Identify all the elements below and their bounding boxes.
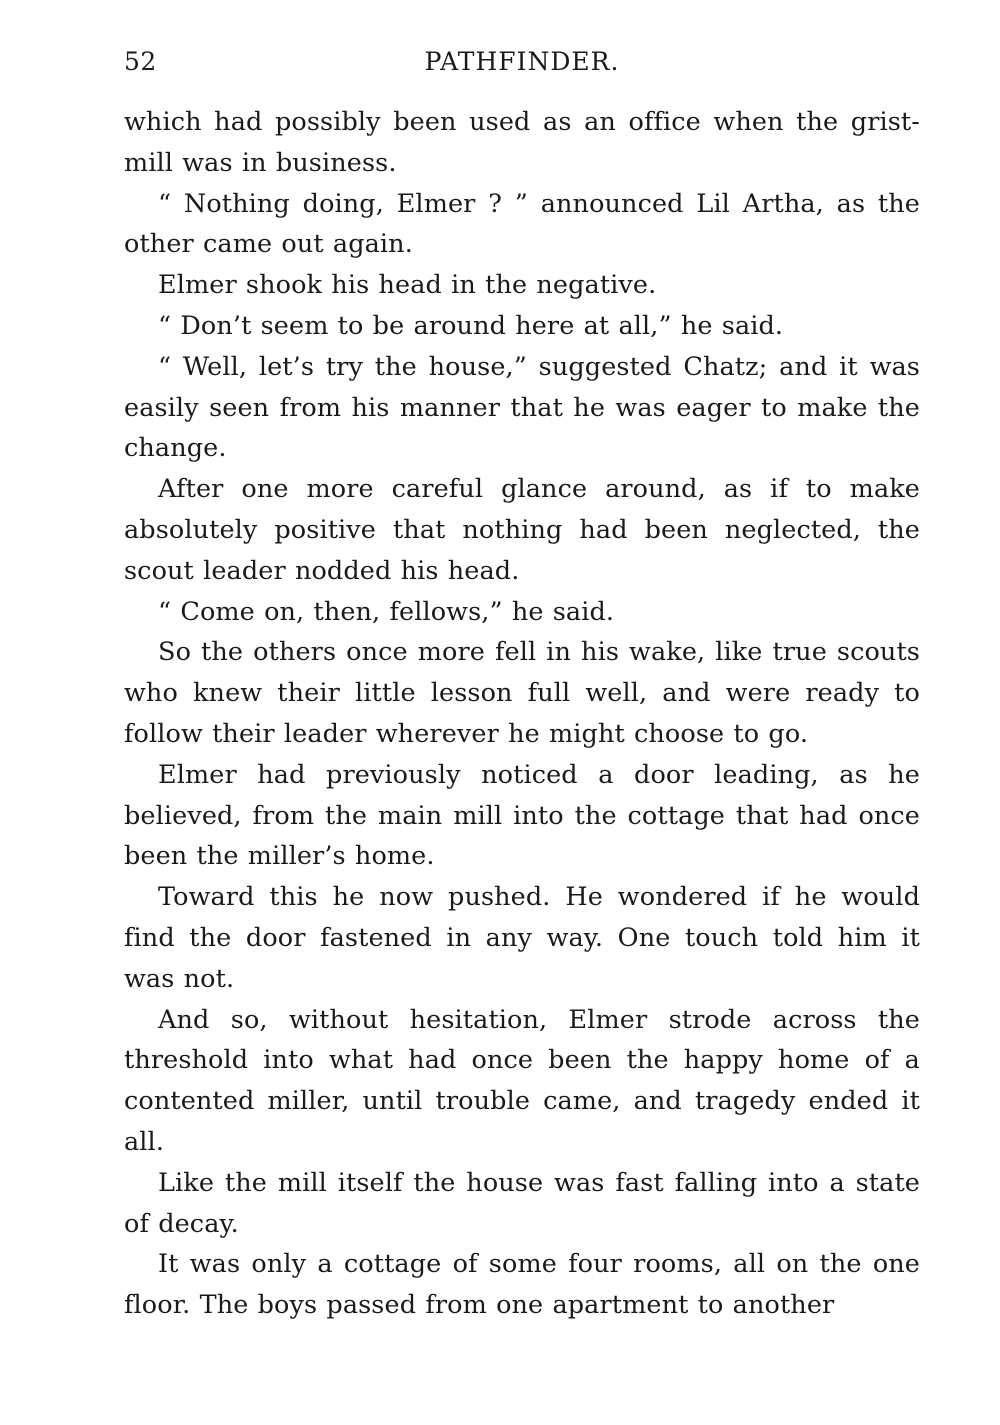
paragraph-13: It was only a cottage of some four rooms, all on the one floor. The boys passed from one apartment to another — [124, 1249, 920, 1321]
paragraph-5: “ Well, let’s try the house,” suggested Chatz; and it was easily seen from his manner that he was eager to make the change. — [124, 351, 920, 464]
paragraph-1: which had possibly been used as an office when the grist-mill was in business. — [124, 107, 920, 178]
paragraph-9: Elmer had previously noticed a door leading, as he believed, from the main mill into the cottage that had once been the miller’s home. — [124, 759, 920, 872]
running-title: PATHFINDER. — [424, 47, 620, 76]
paragraph-11: And so, without hesitation, Elmer strode across the threshold into what had once been the happy home of a contented miller, until trouble came, and tragedy ended it all. — [124, 1004, 920, 1157]
paragraph-10: Toward this he now pushed. He wondered if he would find the door fastened in any way. One touch told him it was not. — [124, 882, 920, 994]
paragraph-8: So the others once more fell in his wake, like true scouts who knew their little lesson full well, and were ready to follow their leader wherever he might choose to go. — [124, 637, 920, 749]
paragraph-2: “ Nothing doing, Elmer ? ” announced Lil Artha, as the other came out again. — [124, 188, 920, 260]
running-head — [124, 44, 920, 80]
paragraph-6: After one more careful glance around, as if to make absolutely positive that nothing had been neglected, the scout leader nodded his head. — [124, 474, 920, 586]
body-text — [124, 102, 920, 1326]
paragraph-3: Elmer shook his head in the negative. — [158, 270, 657, 301]
paragraph-4: “ Don’t seem to be around here at all,” he said. — [158, 310, 784, 341]
paragraph-12: Like the mill itself the house was fast falling into a state of decay. — [124, 1167, 920, 1239]
paragraph-7: “ Come on, then, fellows,” he said. — [158, 596, 615, 627]
page-number: 52 — [124, 47, 157, 76]
